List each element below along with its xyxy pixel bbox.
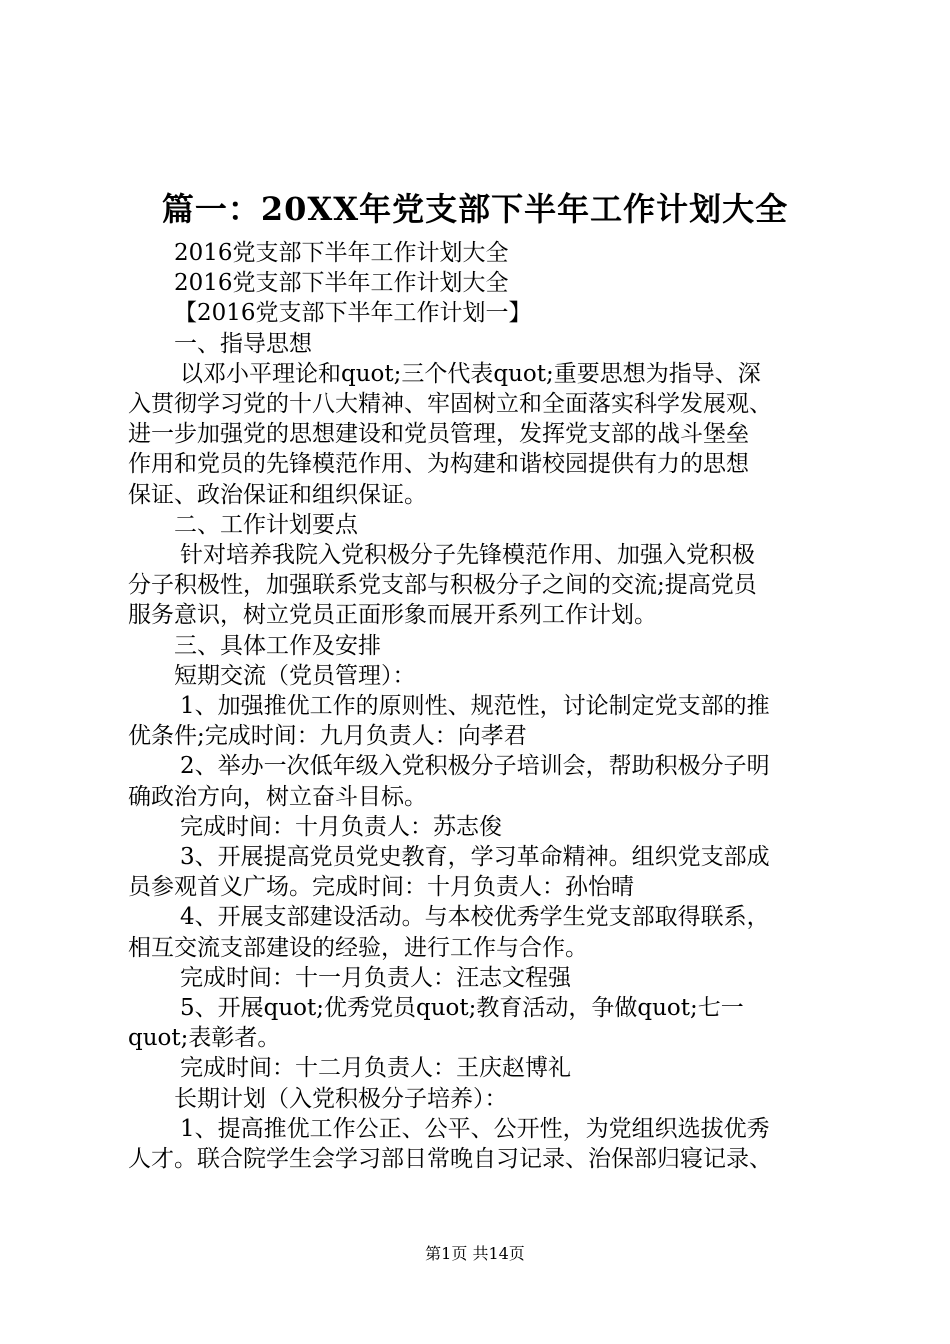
section-heading: 一、指导思想 [174,330,312,357]
text-line: 【2016党支部下半年工作计划一】 [174,300,532,327]
text-line: 以邓小平理论和quot;三个代表quot;重要思想为指导、深 [180,360,761,387]
text-line: 完成时间：十二月负责人：王庆赵博礼 [180,1055,571,1082]
text-line: 优条件;完成时间：九月负责人：向孝君 [128,723,527,750]
document-title: 篇一：20XX年党支部下半年工作计划大全 [161,190,789,228]
text-line: 长期计划（入党积极分子培养）： [174,1085,508,1112]
text-line: 入贯彻学习党的十八大精神、牢固树立和全面落实科学发展观、 [128,391,772,418]
text-line: 针对培养我院入党积极分子先锋模范作用、加强入党积极 [180,542,755,569]
text-line: 2016党支部下半年工作计划大全 [174,270,509,297]
text-line: 完成时间：十一月负责人：汪志文程强 [180,964,571,991]
text-line: 短期交流（党员管理）： [174,662,416,689]
page-number: 第1页 共14页 [425,1244,525,1263]
text-line: 1、加强推优工作的原则性、规范性，讨论制定党支部的推 [180,693,770,720]
text-line: 2、举办一次低年级入党积极分子培训会，帮助积极分子明 [180,753,770,780]
section-heading: 三、具体工作及安排 [174,632,381,659]
text-line: 服务意识，树立党员正面形象而展开系列工作计划。 [128,602,657,629]
text-line: 分子积极性，加强联系党支部与积极分子之间的交流;提高党员 [128,572,757,599]
text-line: 进一步加强党的思想建设和党员管理，发挥党支部的战斗堡垒 [128,421,749,448]
text-line: 人才。联合院学生会学习部日常晚自习记录、治保部归寝记录、 [128,1146,772,1173]
text-line: 4、开展支部建设活动。与本校优秀学生党支部取得联系， [180,904,770,931]
section-heading: 二、工作计划要点 [174,511,358,538]
text-line: 2016党支部下半年工作计划大全 [174,240,509,266]
text-line: quot;表彰者。 [128,1025,281,1052]
text-line: 确政治方向，树立奋斗目标。 [128,783,427,810]
text-line: 相互交流支部建设的经验，进行工作与合作。 [128,934,588,961]
text-line: 1、提高推优工作公正、公平、公开性，为党组织选拔优秀 [180,1115,770,1142]
text-line: 保证、政治保证和组织保证。 [128,481,427,508]
text-line: 3、开展提高党员党史教育，学习革命精神。组织党支部成 [180,844,770,871]
text-line: 5、开展quot;优秀党员quot;教育活动，争做quot;七一 [180,995,744,1022]
document-body [128,238,840,1174]
text-line: 完成时间：十月负责人：苏志俊 [180,813,502,840]
text-line: 员参观首义广场。完成时间：十月负责人：孙怡晴 [128,874,634,901]
text-line: 作用和党员的先锋模范作用、为构建和谐校园提供有力的思想 [128,451,749,478]
